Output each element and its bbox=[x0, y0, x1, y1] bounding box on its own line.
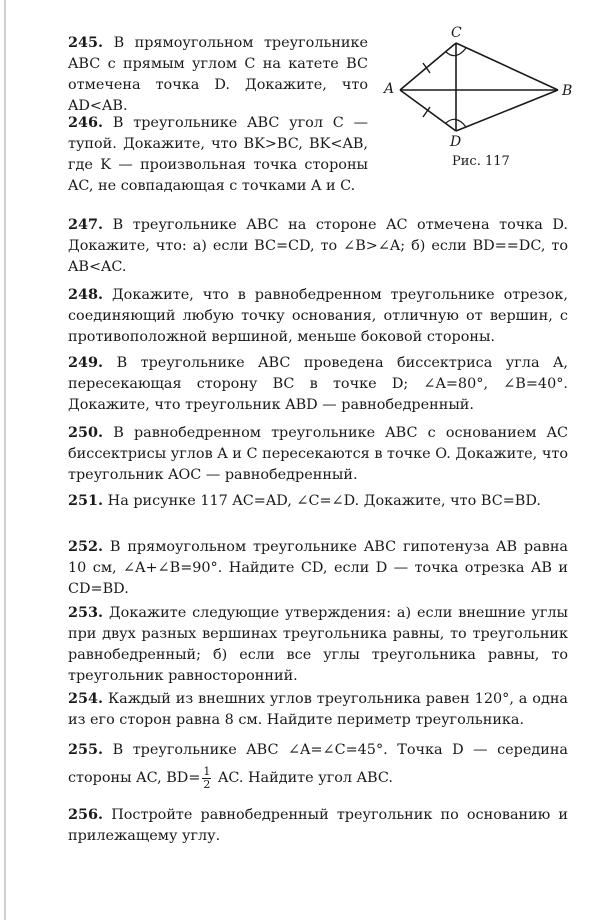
problem-number: 254. bbox=[68, 690, 104, 707]
problem-255 bbox=[68, 736, 568, 792]
problem-number: 252. bbox=[68, 538, 104, 555]
vertex-label-a: A bbox=[384, 81, 395, 97]
problem-text: Постройте равнобедренный треугольник по основанию и прилежащему углу. bbox=[68, 807, 568, 844]
fraction-denominator: 2 bbox=[203, 777, 211, 791]
problem-246 bbox=[68, 112, 368, 197]
problem-250 bbox=[68, 422, 568, 486]
segment-cb bbox=[456, 43, 558, 90]
problem-text: Каждый из внешних углов треугольника равен 120°, а одна из его сторон равна 8 см. Найдите периметр треугольника. bbox=[68, 691, 568, 728]
problem-number: 248. bbox=[68, 286, 104, 303]
segment-ac bbox=[400, 43, 456, 90]
problem-number: 245. bbox=[68, 34, 104, 51]
segment-bd bbox=[456, 90, 558, 131]
vertex-label-c: C bbox=[451, 25, 462, 41]
problem-number: 251. bbox=[68, 492, 104, 509]
vertex-label-d: D bbox=[450, 134, 462, 150]
problem-number: 249. bbox=[68, 354, 104, 371]
problem-text: Докажите, что в равнобедренном треугольнике отрезок, соединяющий любую точку основания, отличную от вершин, с противоположной вершиной, меньше боковой стороны. bbox=[68, 287, 569, 345]
problem-text: В прямоугольном треугольнике ABC гипотенуза AB равна 10 см, ∠A+∠B=90°. Найдите CD, если D — точка отрезка AB и CD=BD. bbox=[68, 539, 569, 597]
kite-diagram bbox=[370, 28, 585, 148]
problem-text: В прямоугольном треугольнике ABC с прямым углом C на катете BC отмечена точка D. Докажите, что AD<AB. bbox=[68, 35, 368, 114]
problem-251 bbox=[68, 490, 568, 512]
problem-253 bbox=[68, 602, 568, 687]
problem-text-after: AC. Найдите угол ABC. bbox=[213, 770, 393, 786]
problem-number: 255. bbox=[68, 741, 104, 758]
fraction-numerator: 1 bbox=[203, 764, 211, 778]
problem-text: Докажите следующие утверждения: а) если внешние углы при двух разных вершинах треугольника равны, то треугольник равнобедренный; б) если все углы треугольника равны, то треугольник равносторонний. bbox=[68, 605, 568, 684]
page-edge-shadow bbox=[4, 0, 6, 920]
figure-117 bbox=[370, 25, 585, 188]
problem-number: 246. bbox=[68, 114, 104, 131]
problem-number: 250. bbox=[68, 424, 104, 441]
problem-254 bbox=[68, 688, 568, 731]
problem-text: На рисунке 117 AC=AD, ∠C=∠D. Докажите, что BC=BD. bbox=[107, 493, 541, 509]
fraction-one-half bbox=[202, 766, 211, 791]
figure-caption: Рис. 117 bbox=[452, 154, 510, 169]
problem-text: В треугольнике ABC проведена биссектриса угла A, пересекающая сторону BC в точке D; ∠A=80°, ∠B=40°. Докажите, что треугольник ABD — равнобедренный. bbox=[68, 355, 568, 413]
problem-252 bbox=[68, 536, 568, 600]
problem-number: 253. bbox=[68, 604, 104, 621]
problem-text: В треугольнике ABC на стороне AC отмечена точка D. Докажите, что: а) если BC=CD, то ∠B>∠A; б) если BD==DC, то AB<AC. bbox=[68, 217, 568, 275]
problem-text: В треугольнике ABC угол C — тупой. Докажите, что BK>BC, BK<AB, где K — произвольная точка стороны AC, не совпадающая с точками A и C. bbox=[68, 115, 368, 194]
problem-text: В треугольнике ABC ∠A=∠C=45°. Точка D — середина стороны AC, BD= bbox=[68, 742, 569, 786]
vertex-label-b: B bbox=[562, 83, 573, 99]
problem-245 bbox=[68, 32, 368, 117]
problem-number: 256. bbox=[68, 806, 104, 823]
problem-number: 247. bbox=[68, 216, 104, 233]
problem-text: В равнобедренном треугольнике ABC с основанием AC биссектрисы углов A и C пересекаются в точке O. Докажите, что треугольник AOC — равнобедренный. bbox=[68, 425, 569, 483]
problem-247 bbox=[68, 214, 568, 278]
tick-mark-ac bbox=[423, 63, 430, 73]
problem-248 bbox=[68, 284, 568, 348]
problem-249 bbox=[68, 352, 568, 416]
problem-256 bbox=[68, 804, 568, 847]
